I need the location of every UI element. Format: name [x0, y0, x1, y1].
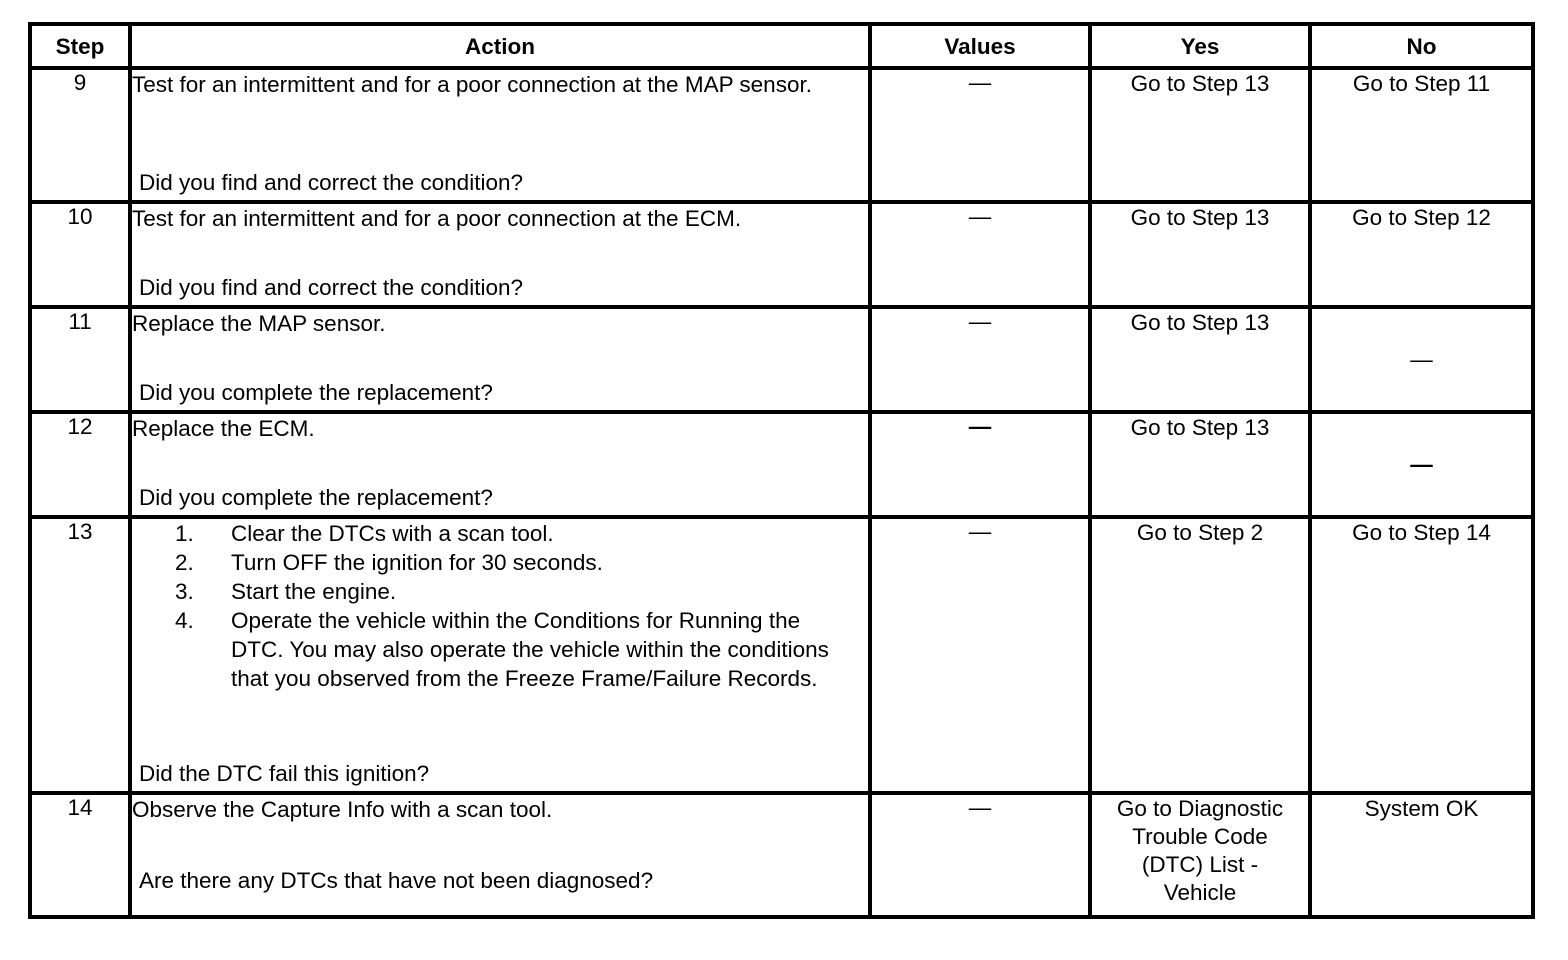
list-item-number: 3. [175, 579, 194, 604]
action-cell [130, 68, 870, 202]
header-row [30, 24, 1533, 68]
list-item-text: Clear the DTCs with a scan tool. [231, 521, 554, 546]
step-number: 9 [30, 68, 130, 202]
values-cell: — [870, 202, 1090, 307]
action-question: Are there any DTCs that have not been diagnosed? [139, 868, 654, 893]
table-row [30, 68, 1533, 202]
action-question: Did the DTC fail this ignition? [139, 761, 430, 786]
header-action: Action [130, 24, 870, 68]
no-cell: Go to Step 11 [1310, 68, 1533, 202]
table-row [30, 202, 1533, 307]
action-cell [130, 412, 870, 517]
list-item [132, 606, 868, 693]
action-question: Did you complete the replacement? [139, 380, 493, 405]
action-cell [130, 307, 870, 412]
table-row [30, 793, 1533, 917]
action-cell [130, 793, 870, 917]
list-item-number: 1. [175, 521, 194, 546]
action-text: Test for an intermittent and for a poor connection at the MAP sensor. [132, 72, 812, 97]
yes-cell: Go to Step 13 [1090, 68, 1310, 202]
list-item-text: Start the engine. [231, 579, 397, 604]
list-item [132, 519, 868, 548]
yes-cell: Go to Step 2 [1090, 517, 1310, 793]
diagnostic-table-container [28, 22, 1535, 919]
action-steps-list [132, 519, 868, 693]
action-question: Did you find and correct the condition? [139, 275, 523, 300]
no-cell: — [1310, 412, 1533, 517]
table-row [30, 412, 1533, 517]
list-item-text: Operate the vehicle within the Conditions for Running the DTC. You may also operate the vehicle within the conditions that you observed from the Freeze Frame/Failure Records. [231, 608, 829, 691]
list-item [132, 548, 868, 577]
action-question: Did you find and correct the condition? [139, 170, 523, 195]
no-cell: System OK [1310, 793, 1533, 917]
header-step: Step [30, 24, 130, 68]
list-item-text: Turn OFF the ignition for 30 seconds. [231, 550, 603, 575]
step-number: 11 [30, 307, 130, 412]
action-text: Test for an intermittent and for a poor connection at the ECM. [132, 206, 742, 231]
values-cell: — [870, 517, 1090, 793]
step-number: 13 [30, 517, 130, 793]
list-item-number: 2. [175, 550, 194, 575]
values-cell: — [870, 307, 1090, 412]
header-no: No [1310, 24, 1533, 68]
values-cell: — [870, 412, 1090, 517]
step-number: 10 [30, 202, 130, 307]
action-cell [130, 517, 870, 793]
action-text: Replace the ECM. [132, 416, 315, 441]
no-cell: Go to Step 14 [1310, 517, 1533, 793]
step-number: 12 [30, 412, 130, 517]
values-cell: — [870, 68, 1090, 202]
action-question: Did you complete the replacement? [139, 485, 493, 510]
table-row [30, 307, 1533, 412]
yes-cell: Go to Step 13 [1090, 307, 1310, 412]
header-yes: Yes [1090, 24, 1310, 68]
action-text: Observe the Capture Info with a scan tool. [132, 797, 553, 822]
action-cell [130, 202, 870, 307]
list-item [132, 577, 868, 606]
no-cell: — [1310, 307, 1533, 412]
table-row [30, 517, 1533, 793]
diagnostic-table [28, 22, 1535, 919]
yes-cell: Go to Step 13 [1090, 412, 1310, 517]
step-number: 14 [30, 793, 130, 917]
list-item-number: 4. [175, 608, 194, 633]
yes-cell: Go to Step 13 [1090, 202, 1310, 307]
values-cell: — [870, 793, 1090, 917]
no-cell: Go to Step 12 [1310, 202, 1533, 307]
action-text: Replace the MAP sensor. [132, 311, 386, 336]
header-values: Values [870, 24, 1090, 68]
yes-cell: Go to Diagnostic Trouble Code (DTC) List - Vehicle [1090, 793, 1310, 917]
